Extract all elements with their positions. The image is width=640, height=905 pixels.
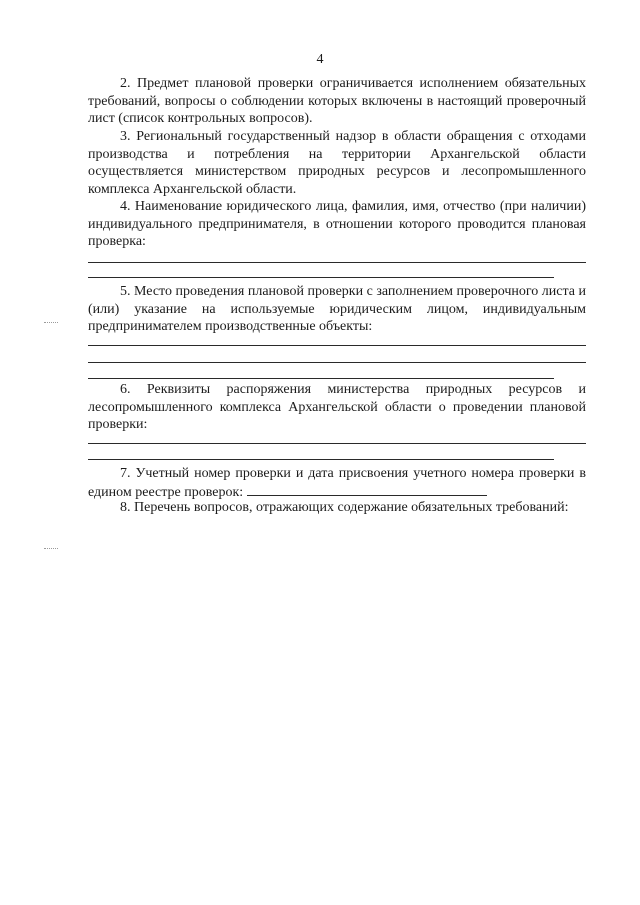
fill-line	[88, 362, 586, 363]
fill-line	[88, 378, 554, 379]
paragraph-2: 2. Предмет плановой проверки ограничивается исполнением обязательных требований, вопросы о соблюдении которых включены в настоящий проверочный лист (список контрольных вопросов).	[88, 76, 586, 126]
fill-line	[88, 443, 586, 444]
paragraph-7-text: 7. Учетный номер проверки и дата присвоения учетного номера проверки в едином реестре проверок:	[88, 466, 586, 500]
paragraph-4: 4. Наименование юридического лица, фамилия, имя, отчество (при наличии) индивидуального предпринимателя, в отношении которого проводится плановая проверка:	[88, 199, 586, 249]
fill-line	[88, 345, 586, 346]
fill-line	[88, 262, 586, 263]
paragraph-3: 3. Региональный государственный надзор в области обращения с отходами производства и потребления на территории Архангельской области осуществляется министерством природных ресурсов и лесопромышленного комплекса Архангельской области.	[88, 129, 586, 197]
paragraph-5: 5. Место проведения плановой проверки с заполнением проверочного листа и (или) указание на используемые юридическим лицом, индивидуальным предпринимателем производственные объекты:	[88, 284, 586, 334]
fill-line	[247, 483, 487, 496]
page-number: 4	[316, 52, 324, 67]
paragraph-7	[88, 465, 586, 501]
paragraph-6: 6. Реквизиты распоряжения министерства природных ресурсов и лесопромышленного комплекса Архангельской области о проведении плановой проверки:	[88, 382, 586, 432]
scan-speck	[44, 548, 58, 551]
fill-line	[88, 459, 554, 460]
fill-line	[88, 277, 554, 278]
paragraph-8: 8. Перечень вопросов, отражающих содержание обязательных требований:	[120, 500, 569, 515]
scan-speck	[44, 322, 58, 325]
